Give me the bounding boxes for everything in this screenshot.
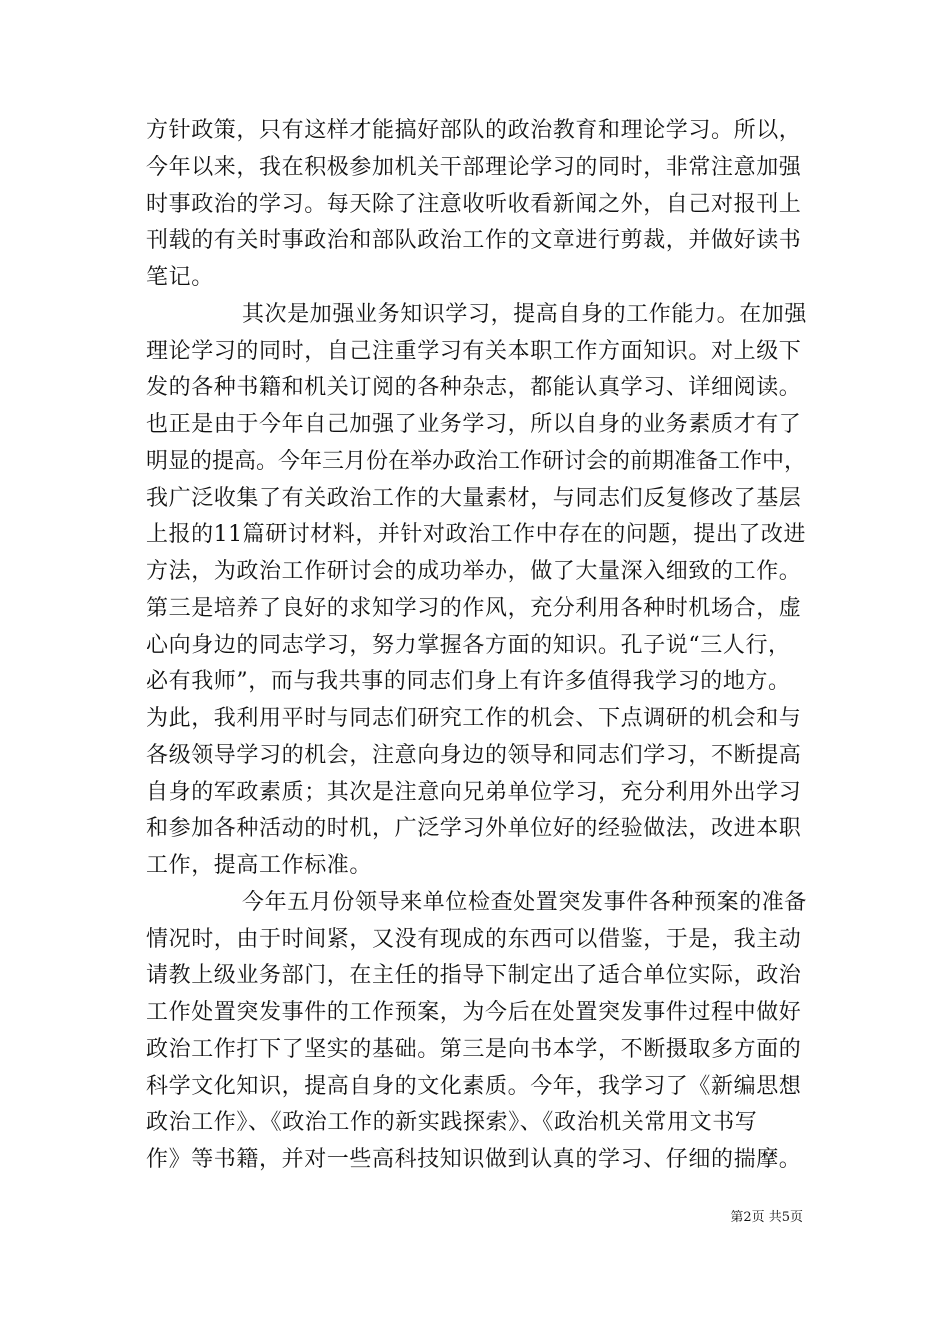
text-line: 和参加各种活动的时机，广泛学习外单位好的经验做法，改进本职: [146, 816, 802, 842]
text-line: 为此，我利用平时与同志们研究工作的机会、下点调研的机会和与: [146, 706, 802, 731]
text-line: 情况时，由于时间紧，又没有现成的东西可以借鉴，于是，我主动: [146, 926, 802, 952]
text-line: 工作，提高工作标准。: [146, 853, 373, 878]
text-line: 方法，为政治工作研讨会的成功举办，做了大量深入细致的工作。: [146, 559, 802, 584]
text-line: 各级领导学习的机会，注意向身边的领导和同志们学习，不断提高: [146, 742, 802, 768]
text-line: 政治工作打下了坚实的基础。第三是向书本学，不断摄取多方面的: [146, 1036, 802, 1062]
text-line: 今年以来，我在积极参加机关干部理论学习的同时，非常注意加强: [146, 154, 802, 180]
page-number: 第2页 共5页: [730, 1210, 803, 1225]
text-line: 政治工作》、《政治工作的新实践探索》、《政治机关常用文书写: [146, 1110, 758, 1136]
body-text: [146, 113, 806, 1179]
text-line: 理论学习的同时，自己注重学习有关本职工作方面知识。对上级下: [146, 338, 802, 364]
text-line: 科学文化知识，提高自身的文化素质。今年，我学习了《新编思想: [146, 1073, 802, 1099]
text-line: 也正是由于今年自己加强了业务学习，所以自身的业务素质才有了: [146, 412, 802, 437]
text-line: 我广泛收集了有关政治工作的大量素材，与同志们反复修改了基层: [146, 485, 802, 511]
text-line: 笔记。: [146, 265, 214, 290]
text-line: 必有我师”，而与我共事的同志们身上有许多值得我学习的地方。: [146, 669, 791, 695]
text-line: 自身的军政素质；其次是注意向兄弟单位学习，充分利用外出学习: [146, 779, 802, 805]
text-line: 发的各种书籍和机关订阅的各种杂志，都能认真学习、详细阅读。: [146, 375, 802, 401]
text-line: 请教上级业务部门，在主任的指导下制定出了适合单位实际，政治: [146, 963, 802, 989]
text-line: 其次是加强业务知识学习，提高自身的工作能力。在加强: [242, 301, 808, 327]
text-line: 工作处置突发事件的工作预案，为今后在处置突发事件过程中做好: [146, 1000, 802, 1025]
text-line: 今年五月份领导来单位检查处置突发事件各种预案的准备: [242, 889, 808, 915]
text-line: 第三是培养了良好的求知学习的作风，充分利用各种时机场合，虚: [146, 595, 802, 621]
page-footer: [0, 1208, 950, 1228]
text-line: 时事政治的学习。每天除了注意收听收看新闻之外，自己对报刊上: [146, 191, 802, 217]
text-line: 明显的提高。今年三月份在举办政治工作研讨会的前期准备工作中，: [146, 448, 807, 474]
text-line: 心向身边的同志学习，努力掌握各方面的知识。孔子说“三人行，: [146, 632, 791, 658]
text-line: 作》等书籍，并对一些高科技知识做到认真的学习、仔细的揣摩。: [146, 1147, 802, 1172]
text-line: 上报的11篇研讨材料，并针对政治工作中存在的问题，提出了改进: [146, 522, 806, 548]
text-line: 方针政策，只有这样才能搞好部队的政治教育和理论学习。所以，: [146, 118, 802, 143]
text-line: 刊载的有关时事政治和部队政治工作的文章进行剪裁，并做好读书: [146, 228, 802, 254]
